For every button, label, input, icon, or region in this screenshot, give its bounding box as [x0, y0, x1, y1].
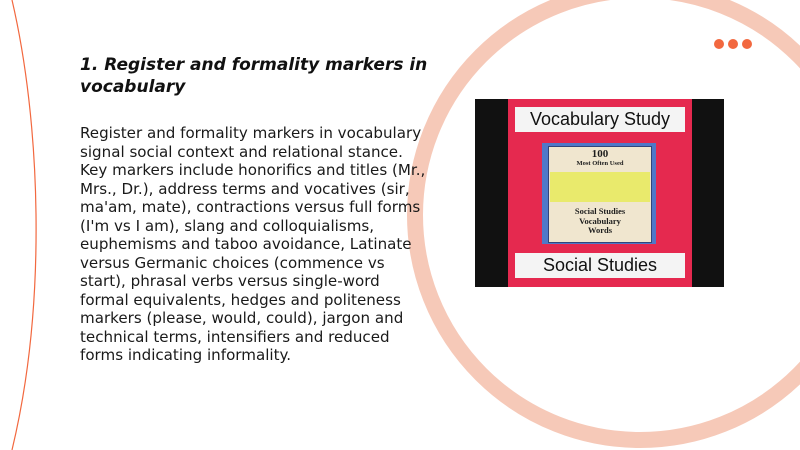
image-bottom-banner: Social Studies: [515, 253, 685, 278]
book-cover-image: [542, 143, 656, 244]
dot: [728, 39, 738, 49]
vocabulary-study-image: [475, 99, 724, 287]
image-top-banner: Vocabulary Study: [515, 107, 685, 132]
left-curve: [12, 0, 36, 450]
book-title-line: Vocabulary: [579, 215, 621, 226]
image-red-panel: [508, 99, 692, 287]
book-cover: [548, 146, 652, 243]
slide-heading: 1. Register and formality markers in vocabulary: [80, 55, 428, 97]
more-dots-icon[interactable]: [714, 39, 752, 49]
book-title-line: Social Studies: [574, 206, 626, 216]
book-number: 100: [591, 148, 609, 160]
book-subtitle: Most Often Used: [576, 160, 624, 167]
dot: [742, 39, 752, 49]
highlighted-text-graphic: [550, 172, 650, 202]
dot: [714, 39, 724, 49]
slide-body: Register and formality markers in vocabulary signal social context and relational stance. Key markers include honorifics and titles (Mr., Mrs., Dr.), address terms and vocatives (sir, ma'am, mate), contractions versus full forms (I'm vs I am), slang and colloquialisms, euphemisms and taboo avoidance, Latinate versus Germanic choices (commence vs start), phrasal verbs versus single-word formal equivalents, hedges and politeness markers (please, would, could), jargon and technical terms, intensifiers and reduced forms indicating informality.: [80, 124, 426, 364]
book-title: [549, 207, 651, 236]
book-title-line: Words: [587, 225, 613, 235]
